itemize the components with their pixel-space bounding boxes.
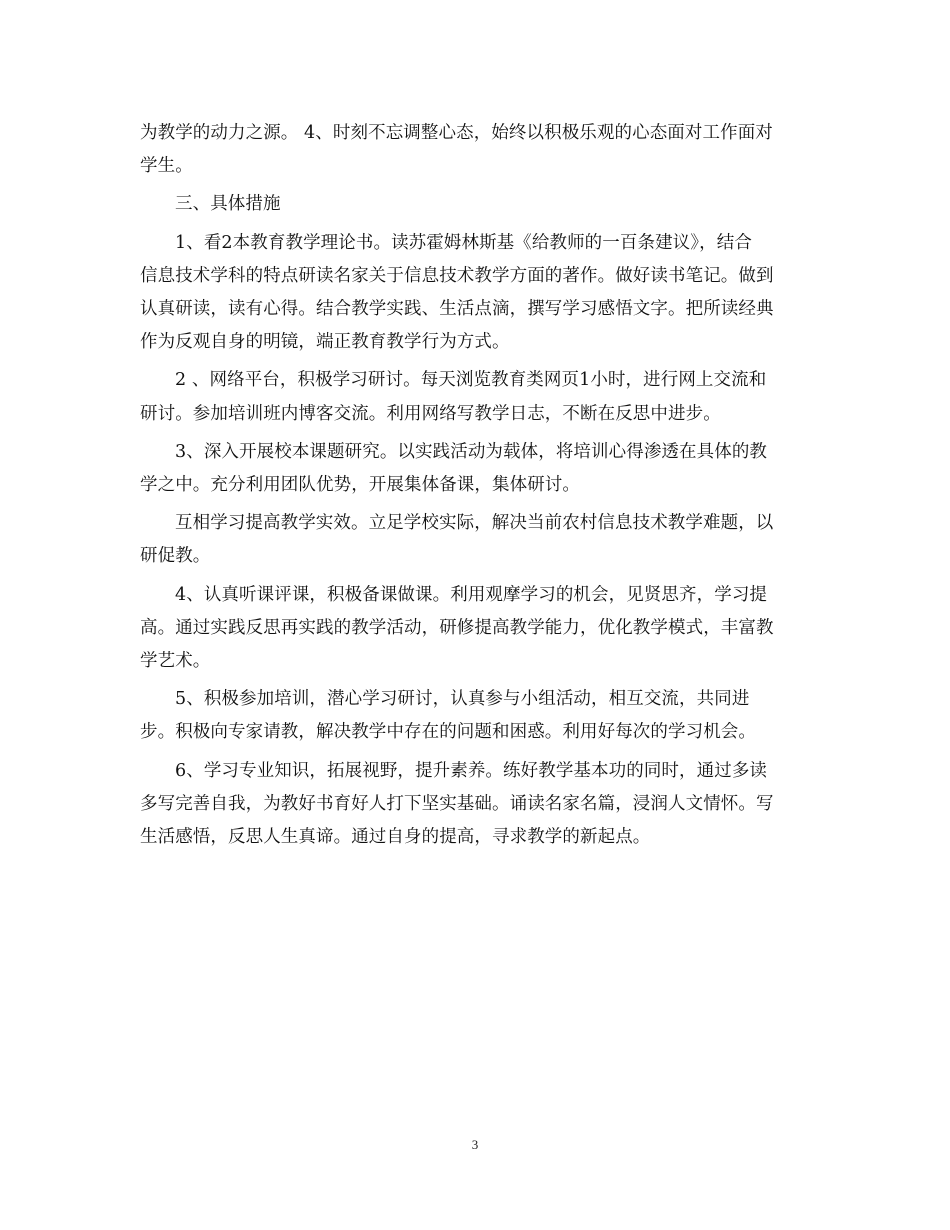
paragraph-measure-6 — [140, 755, 810, 855]
text-line: 1、看2本教育教学理论书。读苏霍姆林斯基《给教师的一百条建议》，结合 — [175, 232, 752, 253]
text-line: 6、学习专业知识，拓展视野，提升素养。练好教学基本功的同时，通过多读 — [175, 760, 768, 781]
paragraph-measure-3 — [140, 436, 810, 502]
text-line: 作为反观自身的明镜，端正教育教学行为方式。 — [140, 332, 510, 353]
paragraph-measure-3-continued — [140, 507, 810, 573]
document-body — [140, 117, 810, 859]
text-line: 生活感悟，反思人生真谛。通过自身的提高，寻求教学的新起点。 — [140, 827, 651, 848]
text-line: 步。积极向专家请教，解决教学中存在的问题和困惑。利用好每次的学习机会。 — [140, 722, 756, 743]
section-heading — [140, 188, 810, 221]
text-line: 学艺术。 — [140, 651, 211, 672]
page-number: 3 — [471, 1137, 479, 1152]
text-line: 学之中。充分利用团队优势，开展集体备课，集体研讨。 — [140, 475, 580, 496]
heading-text: 三、具体措施 — [175, 194, 281, 215]
text-line: 2 、网络平台，积极学习研讨。每天浏览教育类网页1小时，进行网上交流和 — [175, 370, 767, 391]
text-line: 互相学习提高教学实效。立足学校实际，解决当前农村信息技术教学难题，以 — [175, 513, 774, 534]
paragraph-measure-2 — [140, 364, 810, 430]
text-line: 5、积极参加培训，潜心学习研讨，认真参与小组活动，相互交流，共同进 — [175, 689, 750, 710]
paragraph-continuation — [140, 117, 810, 183]
text-line: 研讨。参加培训班内博客交流。利用网络写教学日志，不断在反思中进步。 — [140, 403, 721, 424]
text-line: 研促教。 — [140, 546, 211, 567]
text-line: 信息技术学科的特点研读名家关于信息技术教学方面的著作。做好读书笔记。做到 — [140, 265, 774, 286]
paragraph-measure-4 — [140, 579, 810, 679]
text-line: 为教学的动力之源。 4、时刻不忘调整心态，始终以积极乐观的心态面对工作面对 — [140, 123, 773, 143]
text-line: 认真研读，读有心得。结合教学实践、生活点滴，撰写学习感悟文字。把所读经典 — [140, 299, 774, 320]
text-line: 高。通过实践反思再实践的教学活动，研修提高教学能力，优化教学模式，丰富教 — [140, 617, 774, 638]
text-line: 4、认真听课评课，积极备课做课。利用观摩学习的机会，见贤思齐，学习提 — [175, 584, 768, 605]
text-line: 多写完善自我，为教好书育好人打下坚实基础。诵读名家名篇，浸润人文情怀。写 — [140, 793, 774, 814]
text-line: 学生。 — [140, 156, 193, 177]
text-line: 3、深入开展校本课题研究。以实践活动为载体，将培训心得渗透在具体的教 — [175, 441, 768, 462]
paragraph-measure-5 — [140, 683, 810, 749]
paragraph-measure-1 — [140, 227, 810, 360]
